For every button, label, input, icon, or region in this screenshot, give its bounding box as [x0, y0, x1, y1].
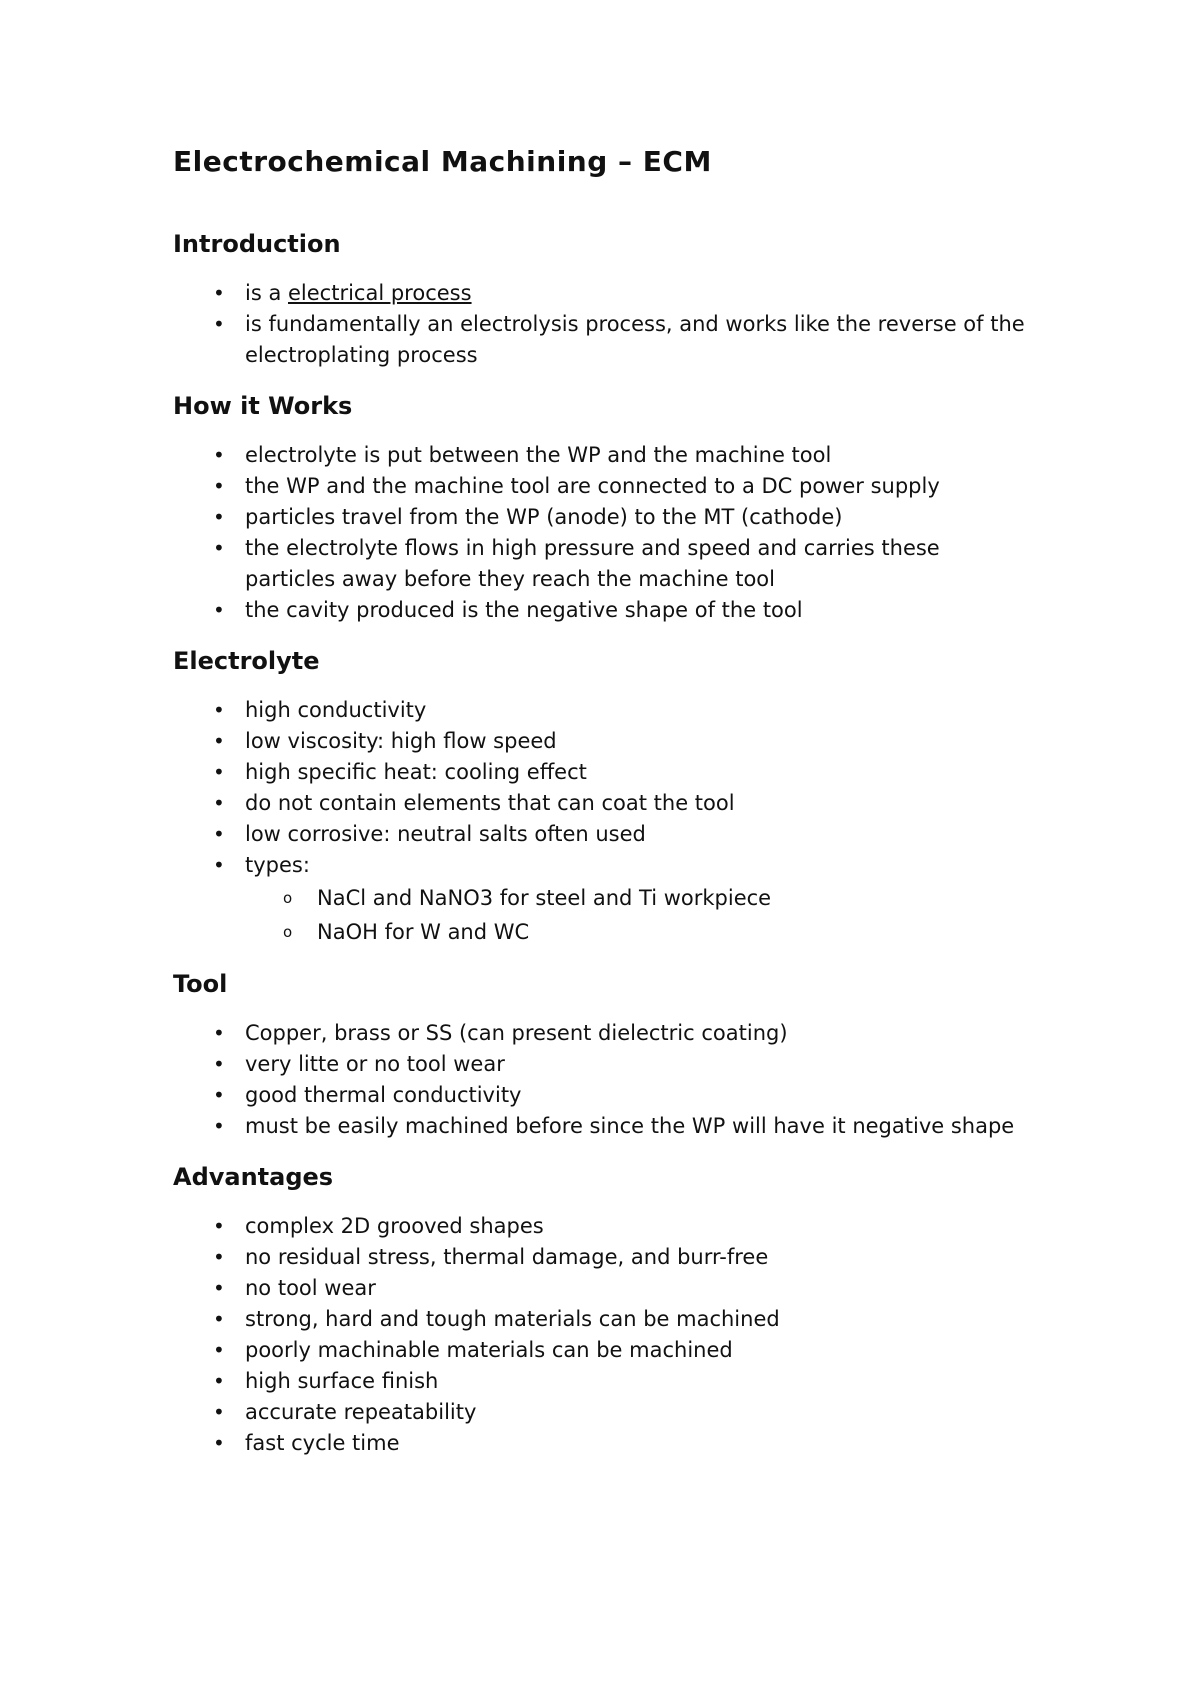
- section-heading-electrolyte: Electrolyte: [173, 647, 320, 675]
- list-item: [173, 1111, 1033, 1142]
- list-item: [173, 1335, 1033, 1366]
- hollow-bullet-icon: o: [283, 923, 293, 941]
- list-item: [173, 471, 1033, 502]
- list-item: [173, 440, 1033, 471]
- list-item: [173, 850, 1033, 881]
- list-item-text: electrolyte is put between the WP and the machine tool: [245, 443, 832, 467]
- bullet-icon: •: [213, 760, 225, 784]
- list-item: [173, 1242, 1033, 1273]
- document-content: [173, 140, 1033, 1476]
- section-how-it-works: [173, 388, 1033, 626]
- advantages-list: [173, 1211, 1033, 1459]
- bullet-icon: •: [213, 1369, 225, 1393]
- electrolyte-types-sublist: [173, 881, 1033, 949]
- list-item-text: complex 2D grooved shapes: [245, 1214, 544, 1238]
- bullet-icon: •: [213, 312, 225, 336]
- bullet-icon: •: [213, 536, 225, 560]
- list-item: [173, 278, 1033, 309]
- bullet-icon: •: [213, 474, 225, 498]
- bullet-icon: •: [213, 729, 225, 753]
- list-item-text: very litte or no tool wear: [245, 1052, 505, 1076]
- section-electrolyte: [173, 643, 1033, 949]
- list-item-text: no residual stress, thermal damage, and burr-free: [245, 1245, 769, 1269]
- list-item-text: good thermal conductivity: [245, 1083, 522, 1107]
- hollow-bullet-icon: o: [283, 889, 293, 907]
- section-heading-introduction: Introduction: [173, 230, 341, 258]
- electrolyte-list: [173, 695, 1033, 881]
- bullet-icon: •: [213, 791, 225, 815]
- list-item: [173, 533, 1033, 595]
- list-item-text: low corrosive: neutral salts often used: [245, 822, 646, 846]
- list-item: [173, 757, 1033, 788]
- section-advantages: [173, 1159, 1033, 1459]
- list-item: [173, 1304, 1033, 1335]
- list-item-text: Copper, brass or SS (can present dielectric coating): [245, 1021, 788, 1045]
- list-item-text: strong, hard and tough materials can be machined: [245, 1307, 780, 1331]
- bullet-icon: •: [213, 1083, 225, 1107]
- bullet-icon: •: [213, 443, 225, 467]
- introduction-list: [173, 278, 1033, 371]
- list-item-text: accurate repeatability: [245, 1400, 477, 1424]
- list-item: [173, 502, 1033, 533]
- list-item-text: fast cycle time: [245, 1431, 400, 1455]
- list-item: [173, 788, 1033, 819]
- sub-list-item: [173, 915, 1033, 949]
- bullet-icon: •: [213, 281, 225, 305]
- list-item: [173, 1273, 1033, 1304]
- bullet-icon: •: [213, 1400, 225, 1424]
- list-item: [173, 819, 1033, 850]
- list-item: [173, 1366, 1033, 1397]
- list-item-text: the WP and the machine tool are connected to a DC power supply: [245, 474, 940, 498]
- list-item: [173, 695, 1033, 726]
- bullet-icon: •: [213, 1214, 225, 1238]
- section-introduction: [173, 226, 1033, 371]
- bullet-icon: •: [213, 698, 225, 722]
- bullet-icon: •: [213, 853, 225, 877]
- bullet-icon: •: [213, 1276, 225, 1300]
- list-item-text: poorly machinable materials can be machined: [245, 1338, 733, 1362]
- section-heading-how-it-works: How it Works: [173, 392, 353, 420]
- sub-list-item: [173, 881, 1033, 915]
- list-item-text: low viscosity: high flow speed: [245, 729, 557, 753]
- bullet-icon: •: [213, 505, 225, 529]
- bullet-icon: •: [213, 598, 225, 622]
- bullet-icon: •: [213, 1431, 225, 1455]
- list-item: [173, 1080, 1033, 1111]
- list-item-text: types:: [245, 853, 310, 877]
- underlined-phrase: electrical process: [288, 281, 472, 305]
- sub-list-item-text: NaOH for W and WC: [317, 920, 530, 944]
- list-item: [173, 595, 1033, 626]
- list-item: [173, 1397, 1033, 1428]
- document-title: Electrochemical Machining – ECM: [173, 145, 712, 178]
- list-item-text: must be easily machined before since the WP will have it negative shape: [245, 1114, 1015, 1138]
- how-it-works-list: [173, 440, 1033, 626]
- bullet-icon: •: [213, 1245, 225, 1269]
- bullet-icon: •: [213, 822, 225, 846]
- list-item-text: no tool wear: [245, 1276, 376, 1300]
- list-item: [173, 1428, 1033, 1459]
- sub-list-item-text: NaCl and NaNO3 for steel and Ti workpiece: [317, 886, 772, 910]
- bullet-icon: •: [213, 1021, 225, 1045]
- tool-list: [173, 1018, 1033, 1142]
- bullet-icon: •: [213, 1307, 225, 1331]
- list-item-text: high surface finish: [245, 1369, 439, 1393]
- list-item-text: high specific heat: cooling effect: [245, 760, 587, 784]
- section-tool: [173, 966, 1033, 1142]
- list-item-text: is a: [245, 281, 288, 305]
- bullet-icon: •: [213, 1114, 225, 1138]
- section-heading-advantages: Advantages: [173, 1163, 334, 1191]
- list-item-text: particles travel from the WP (anode) to the MT (cathode): [245, 505, 843, 529]
- list-item-text: is fundamentally an electrolysis process, and works like the reverse of the electroplating process: [245, 312, 1025, 367]
- list-item: [173, 309, 1033, 371]
- list-item: [173, 1018, 1033, 1049]
- list-item: [173, 1049, 1033, 1080]
- bullet-icon: •: [213, 1052, 225, 1076]
- list-item-text: do not contain elements that can coat the tool: [245, 791, 735, 815]
- list-item: [173, 1211, 1033, 1242]
- section-heading-tool: Tool: [173, 970, 228, 998]
- list-item-text: high conductivity: [245, 698, 427, 722]
- list-item-text: the electrolyte flows in high pressure and speed and carries these particles away before they reach the machine tool: [245, 536, 940, 591]
- list-item-text: the cavity produced is the negative shape of the tool: [245, 598, 803, 622]
- bullet-icon: •: [213, 1338, 225, 1362]
- list-item: [173, 726, 1033, 757]
